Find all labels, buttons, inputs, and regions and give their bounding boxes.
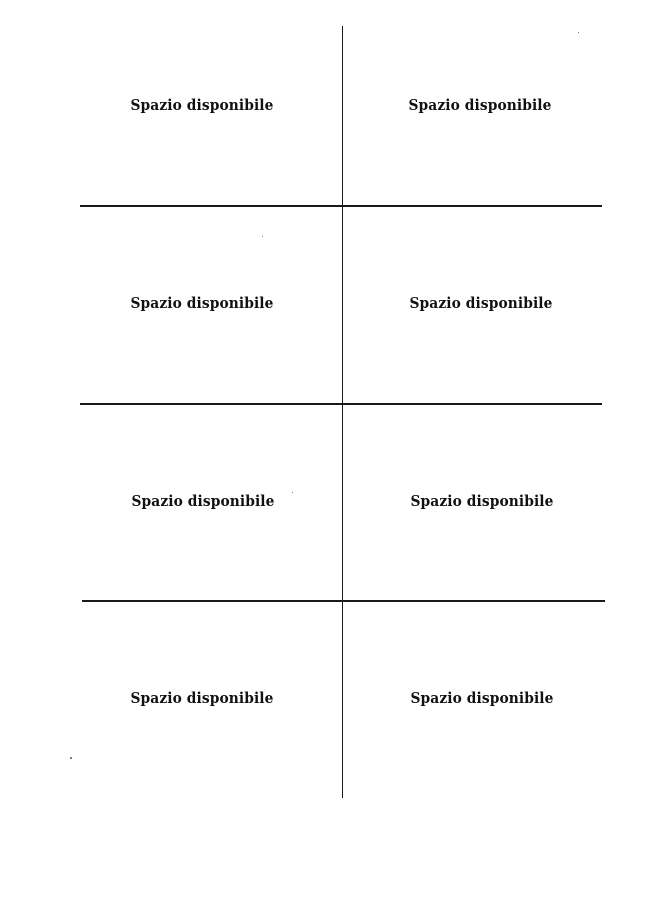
ad-space-label: Spazio disponibile (410, 492, 554, 510)
scan-speck (262, 236, 263, 237)
scan-speck (292, 492, 293, 493)
ad-space-label: Spazio disponibile (408, 96, 552, 114)
scan-speck (578, 32, 579, 33)
ad-space-label: Spazio disponibile (409, 294, 553, 312)
vertical-divider (342, 26, 343, 798)
ad-space-label: Spazio disponibile (410, 689, 554, 707)
ad-space-label: Spazio disponibile (130, 294, 274, 312)
horizontal-divider-2 (80, 403, 602, 405)
horizontal-divider-1 (80, 205, 602, 207)
ad-space-label: Spazio disponibile (130, 96, 274, 114)
horizontal-divider-3 (82, 600, 605, 602)
scan-speck (70, 757, 72, 759)
ad-space-label: Spazio disponibile (130, 689, 274, 707)
ad-space-label: Spazio disponibile (131, 492, 275, 510)
